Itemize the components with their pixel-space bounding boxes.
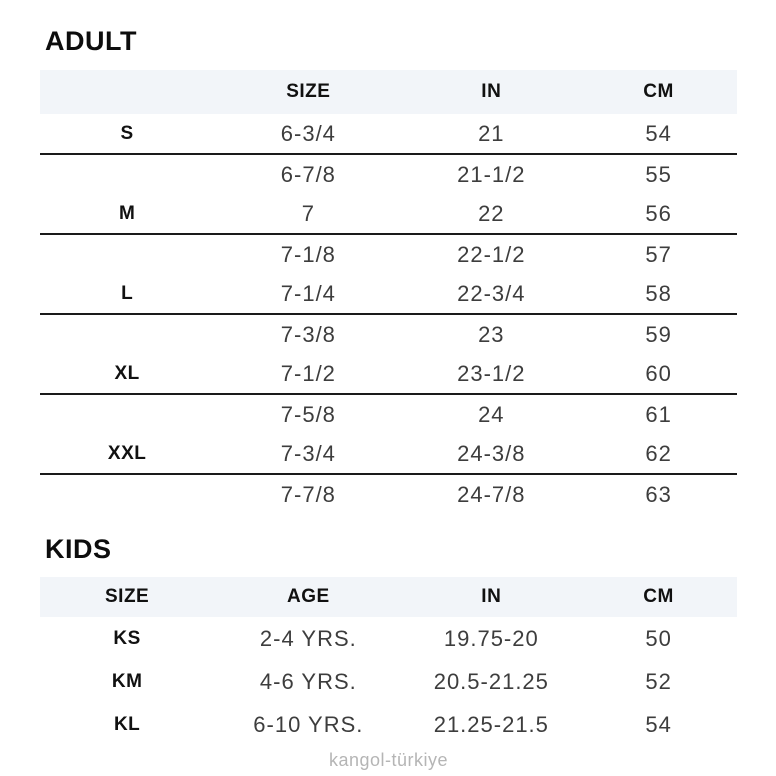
cell-age: 2-4 YRS. <box>259 625 357 651</box>
header-row <box>40 70 737 114</box>
cell-inches: 21 <box>402 114 580 154</box>
cell-inches: 19.75-20 <box>443 625 539 651</box>
cell-inches: 23-1/2 <box>402 354 580 394</box>
table-row <box>40 274 737 314</box>
cell-size-label <box>40 234 214 274</box>
adult-table-body <box>40 114 737 514</box>
cell-inches: 24-3/8 <box>402 434 580 474</box>
column-header-age: AGE <box>214 577 402 617</box>
kids-table-header <box>40 577 737 617</box>
kids-size-table <box>40 577 737 746</box>
cell-size: 6-3/4 <box>214 114 402 154</box>
table-row <box>40 114 737 154</box>
column-header-label <box>40 70 214 114</box>
cell-size-label: KS <box>113 627 141 649</box>
cell-size: 6-7/8 <box>280 161 336 187</box>
cell-cm: 50 <box>645 625 672 651</box>
cell-size-label: KM <box>111 670 143 692</box>
column-header-size: SIZE <box>40 577 214 617</box>
cell-size: 7-5/8 <box>280 401 336 427</box>
cell-size: 7-7/8 <box>280 481 336 507</box>
cell-cm: 62 <box>580 434 737 474</box>
cell-inches: 20.5-21.25 <box>433 668 549 694</box>
cell-size: 7-3/4 <box>214 434 402 474</box>
table-row <box>40 194 737 234</box>
cell-age: 6-10 YRS. <box>253 711 364 737</box>
cell-cm: 56 <box>580 194 737 234</box>
table-row <box>40 234 737 274</box>
cell-size-label: M <box>40 194 214 234</box>
header-row <box>40 577 737 617</box>
cell-size: 7-3/8 <box>280 321 336 347</box>
kids-section-title: KIDS <box>45 534 112 564</box>
cell-inches: 24-7/8 <box>457 481 526 507</box>
table-row <box>40 394 737 434</box>
adult-size-table <box>40 70 737 514</box>
cell-size-label: L <box>40 274 214 314</box>
cell-age: 4-6 YRS. <box>259 668 357 694</box>
brand-watermark: kangol-türkiye <box>328 750 449 770</box>
column-header-size: SIZE <box>214 70 402 114</box>
cell-size: 7-1/2 <box>214 354 402 394</box>
column-header-cm: CM <box>580 577 737 617</box>
cell-cm: 63 <box>645 481 672 507</box>
cell-size: 7-1/8 <box>280 241 336 267</box>
cell-cm: 61 <box>645 401 672 427</box>
cell-size-label: XL <box>40 354 214 394</box>
column-header-in: IN <box>402 577 580 617</box>
cell-inches: 23 <box>478 321 505 347</box>
table-row <box>40 434 737 474</box>
cell-size-label <box>40 154 214 194</box>
cell-cm: 55 <box>645 161 672 187</box>
table-row <box>40 660 737 703</box>
column-header-in: IN <box>402 70 580 114</box>
table-row <box>40 474 737 514</box>
table-row <box>40 154 737 194</box>
table-row <box>40 703 737 746</box>
cell-size-label <box>40 314 214 354</box>
cell-size-label <box>40 474 214 514</box>
cell-inches: 21.25-21.5 <box>433 711 549 737</box>
column-header-cm: CM <box>580 70 737 114</box>
cell-size-label: KL <box>113 713 141 735</box>
kids-table-body <box>40 617 737 746</box>
cell-inches: 22 <box>402 194 580 234</box>
cell-inches: 24 <box>478 401 505 427</box>
adult-table-header <box>40 70 737 114</box>
cell-inches: 22-1/2 <box>457 241 526 267</box>
cell-cm: 60 <box>580 354 737 394</box>
cell-cm: 54 <box>645 711 672 737</box>
cell-inches: 22-3/4 <box>402 274 580 314</box>
table-row <box>40 617 737 660</box>
cell-size-label <box>40 394 214 434</box>
cell-cm: 59 <box>645 321 672 347</box>
table-row <box>40 314 737 354</box>
cell-size: 7 <box>214 194 402 234</box>
cell-size: 7-1/4 <box>214 274 402 314</box>
cell-cm: 52 <box>645 668 672 694</box>
table-row <box>40 354 737 394</box>
cell-size-label: XXL <box>40 434 214 474</box>
cell-cm: 54 <box>580 114 737 154</box>
cell-size-label: S <box>40 114 214 154</box>
adult-section-title: ADULT <box>45 26 137 56</box>
cell-cm: 57 <box>645 241 672 267</box>
cell-cm: 58 <box>580 274 737 314</box>
cell-inches: 21-1/2 <box>457 161 526 187</box>
